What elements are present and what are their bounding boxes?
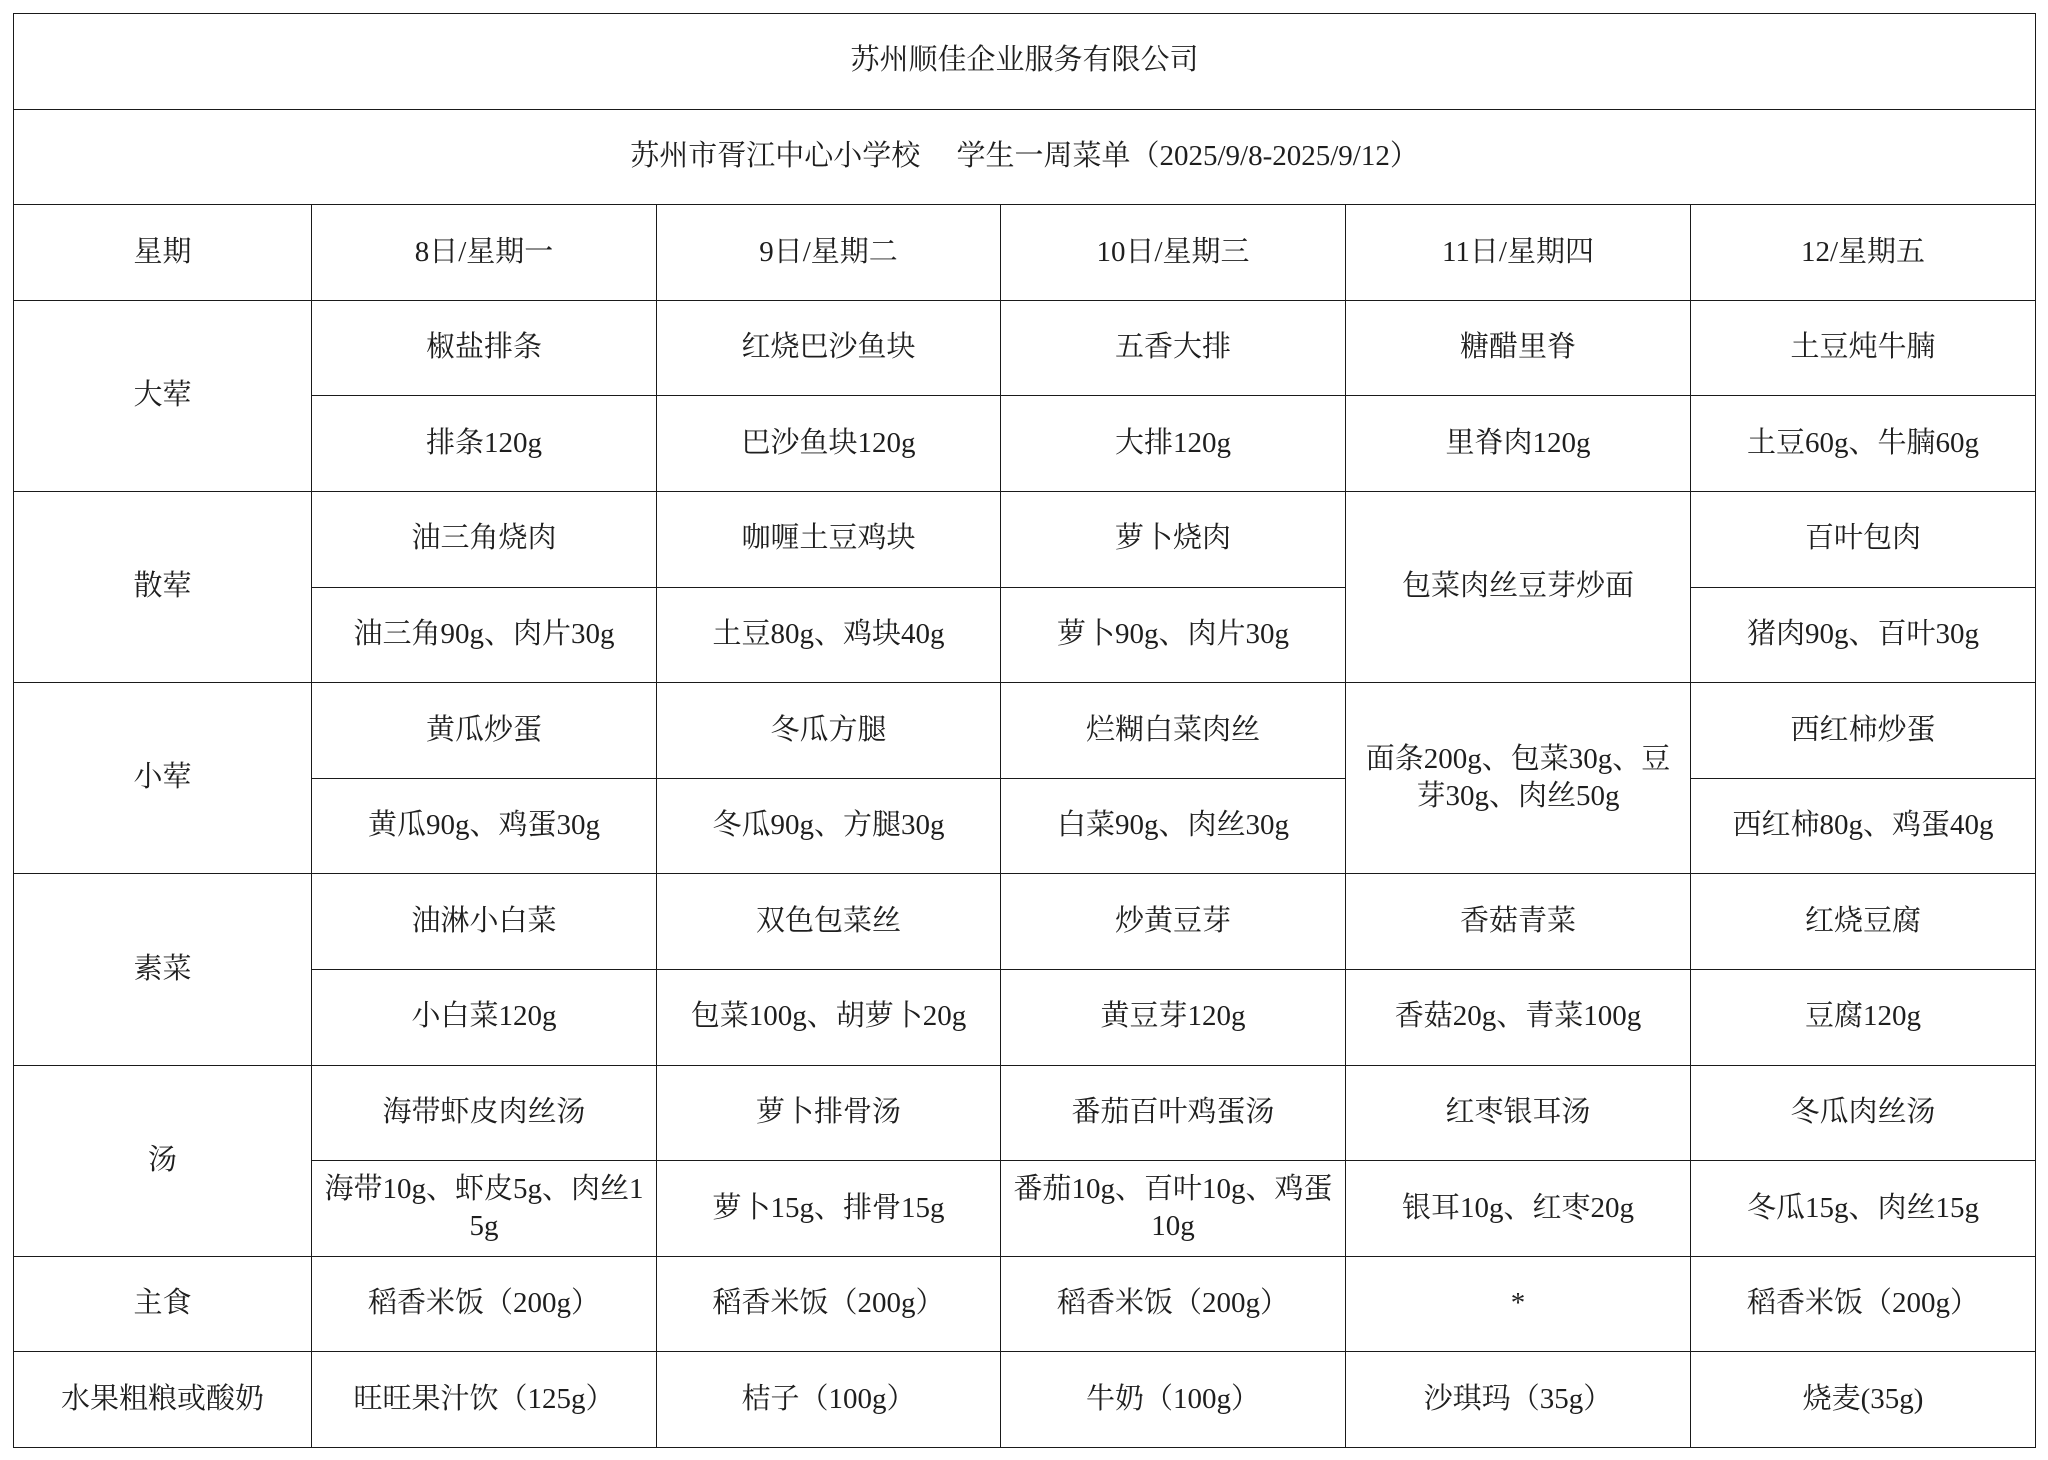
dish-name: 百叶包肉 [1691,491,2036,587]
dish-ingredients: 银耳10g、红枣20g [1346,1161,1691,1257]
dish-ingredients: 海带10g、虾皮5g、肉丝15g [312,1161,657,1257]
snack-item: 沙琪玛（35g） [1346,1352,1691,1448]
dish-ingredients: 土豆80g、鸡块40g [657,587,1001,683]
category-name: 大荤 [14,300,312,491]
category-name: 小荤 [14,683,312,874]
staple-item: 稻香米饭（200g） [1001,1256,1346,1352]
dish-name: 红烧豆腐 [1691,874,2036,970]
menu-title: 苏州市胥江中心小学校 学生一周菜单（2025/9/8-2025/9/12） [14,109,2036,205]
dish-name: 西红柿炒蛋 [1691,683,2036,779]
weekly-menu-table [13,13,2036,1448]
dish-ingredients: 里脊肉120g [1346,396,1691,492]
category-name: 散荤 [14,491,312,682]
header-label: 星期 [14,205,312,301]
dish-ingredients: 油三角90g、肉片30g [312,587,657,683]
dish-name: 红烧巴沙鱼块 [657,300,1001,396]
dish-ingredients: 大排120g [1001,396,1346,492]
dish-name: 萝卜烧肉 [1001,491,1346,587]
dish-merged: 包菜肉丝豆芽炒面 [1346,491,1691,682]
dish-ingredients: 排条120g [312,396,657,492]
dish-name-row [14,1065,2036,1161]
staple-row [14,1256,2036,1352]
dish-name: 香菇青菜 [1346,874,1691,970]
dish-name: 烂糊白菜肉丝 [1001,683,1346,779]
title-row [14,109,2036,205]
dish-ingredients: 香菇20g、青菜100g [1346,969,1691,1065]
dish-ingredients: 冬瓜90g、方腿30g [657,778,1001,874]
header-day: 12/星期五 [1691,205,2036,301]
category-name: 汤 [14,1065,312,1256]
dish-ingredients: 冬瓜15g、肉丝15g [1691,1161,2036,1257]
snack-item: 烧麦(35g) [1691,1352,2036,1448]
snack-row [14,1352,2036,1448]
dish-merged: 面条200g、包菜30g、豆芽30g、肉丝50g [1346,683,1691,874]
snack-item: 桔子（100g） [657,1352,1001,1448]
dish-ingredients: 黄瓜90g、鸡蛋30g [312,778,657,874]
dish-ingredients-row [14,1161,2036,1257]
dish-ingredients-row [14,587,2036,683]
dish-ingredients: 黄豆芽120g [1001,969,1346,1065]
dish-ingredients: 萝卜15g、排骨15g [657,1161,1001,1257]
snack-item: 旺旺果汁饮（125g） [312,1352,657,1448]
dish-name: 土豆炖牛腩 [1691,300,2036,396]
dish-ingredients-row [14,778,2036,874]
dish-name-row [14,683,2036,779]
header-day: 8日/星期一 [312,205,657,301]
dish-name: 咖喱土豆鸡块 [657,491,1001,587]
dish-name: 油三角烧肉 [312,491,657,587]
dish-ingredients: 白菜90g、肉丝30g [1001,778,1346,874]
dish-name: 红枣银耳汤 [1346,1065,1691,1161]
dish-name: 海带虾皮肉丝汤 [312,1065,657,1161]
dish-name: 冬瓜肉丝汤 [1691,1065,2036,1161]
dish-ingredients: 巴沙鱼块120g [657,396,1001,492]
dish-name: 冬瓜方腿 [657,683,1001,779]
dish-name: 黄瓜炒蛋 [312,683,657,779]
dish-ingredients: 豆腐120g [1691,969,2036,1065]
dish-name: 椒盐排条 [312,300,657,396]
dish-name-row [14,491,2036,587]
staple-item: 稻香米饭（200g） [657,1256,1001,1352]
dish-ingredients: 番茄10g、百叶10g、鸡蛋10g [1001,1161,1346,1257]
dish-ingredients: 小白菜120g [312,969,657,1065]
dish-name: 糖醋里脊 [1346,300,1691,396]
staple-item: * [1346,1256,1691,1352]
dish-name: 炒黄豆芽 [1001,874,1346,970]
dish-ingredients: 猪肉90g、百叶30g [1691,587,2036,683]
header-row [14,205,2036,301]
dish-ingredients-row [14,396,2036,492]
category-name: 水果粗粮或酸奶 [14,1352,312,1448]
staple-item: 稻香米饭（200g） [312,1256,657,1352]
category-name: 素菜 [14,874,312,1065]
dish-name: 番茄百叶鸡蛋汤 [1001,1065,1346,1161]
header-day: 9日/星期二 [657,205,1001,301]
dish-name-row [14,874,2036,970]
dish-ingredients: 土豆60g、牛腩60g [1691,396,2036,492]
dish-name: 萝卜排骨汤 [657,1065,1001,1161]
snack-item: 牛奶（100g） [1001,1352,1346,1448]
company-row [14,14,2036,110]
dish-ingredients-row [14,969,2036,1065]
dish-name: 五香大排 [1001,300,1346,396]
category-name: 主食 [14,1256,312,1352]
dish-name: 双色包菜丝 [657,874,1001,970]
dish-name-row [14,300,2036,396]
header-day: 10日/星期三 [1001,205,1346,301]
company-name: 苏州顺佳企业服务有限公司 [14,14,2036,110]
dish-name: 油淋小白菜 [312,874,657,970]
dish-ingredients: 萝卜90g、肉片30g [1001,587,1346,683]
header-day: 11日/星期四 [1346,205,1691,301]
dish-ingredients: 西红柿80g、鸡蛋40g [1691,778,2036,874]
dish-ingredients: 包菜100g、胡萝卜20g [657,969,1001,1065]
staple-item: 稻香米饭（200g） [1691,1256,2036,1352]
